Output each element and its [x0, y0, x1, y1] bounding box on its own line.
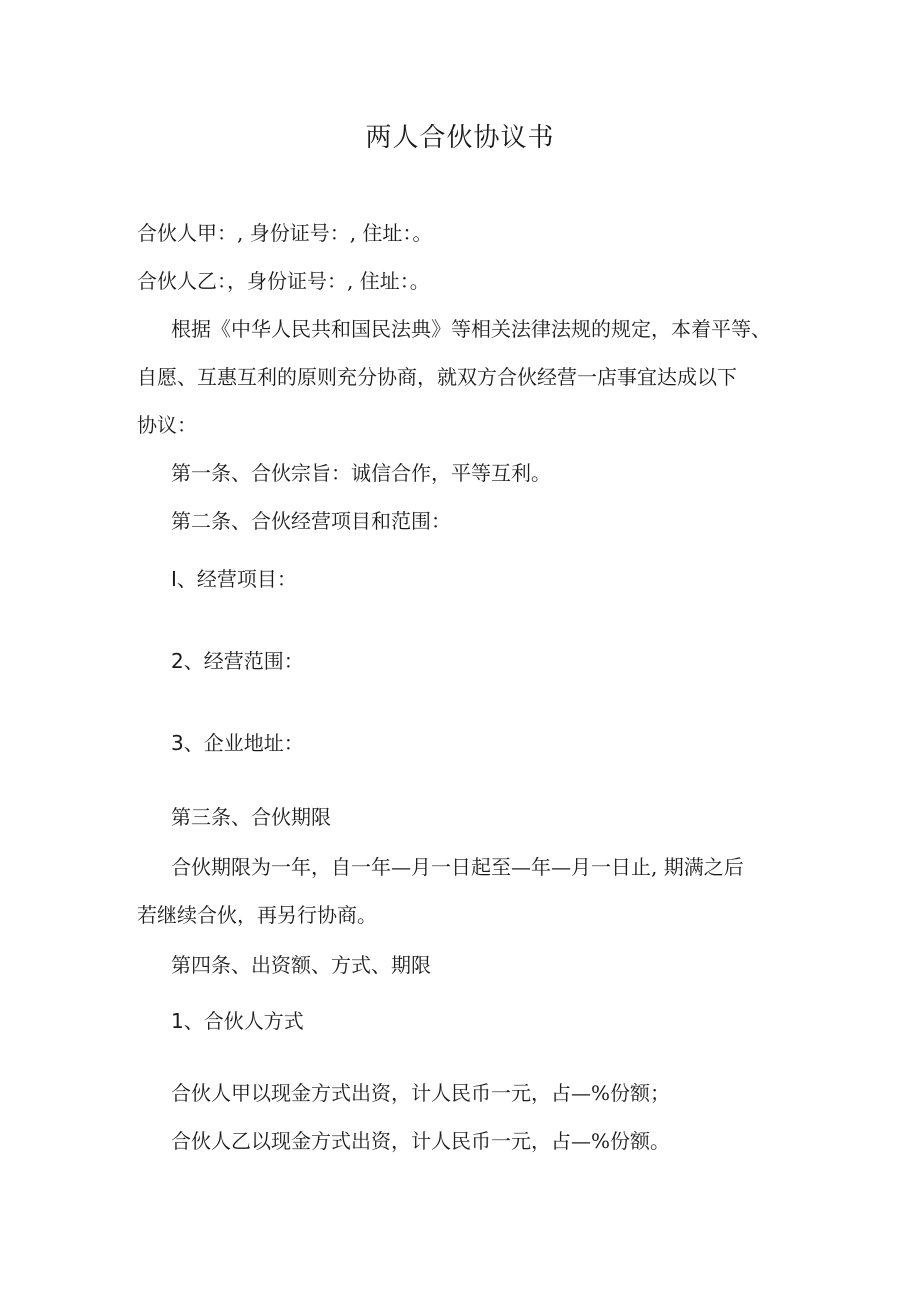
preamble-line-2: 自愿、互惠互利的原则充分协商，就双方合伙经营一店事宜达成以下	[137, 365, 737, 389]
contribution-b: 合伙人乙以现金方式出资，计人民币一元，占—%份额。	[171, 1129, 671, 1153]
document-title: 两人合伙协议书	[365, 123, 555, 153]
article-3: 第三条、合伙期限	[171, 805, 331, 829]
item-business-project: I、经营项目：	[171, 567, 297, 591]
item-company-address: 3、企业地址：	[171, 731, 304, 755]
partner-a-line: 合伙人甲：, 身份证号：, 住址：。	[137, 221, 433, 245]
contribution-a: 合伙人甲以现金方式出资，计人民币一元，占—%份额；	[171, 1081, 671, 1105]
partner-b-line: 合伙人乙：，身份证号：, 住址：。	[137, 269, 430, 293]
item-business-scope: 2、经营范围：	[171, 649, 304, 673]
article-4: 第四条、出资额、方式、期限	[171, 953, 431, 977]
article-2: 第二条、合伙经营项目和范围：	[171, 509, 451, 533]
article-1: 第一条、合伙宗旨：诚信合作，平等互利。	[171, 461, 551, 485]
preamble-line-1: 根据《中华人民共和国民法典》等相关法律法规的规定，本着平等、	[171, 317, 771, 341]
sub-partner-method: 1、合伙人方式	[171, 1009, 304, 1033]
preamble-line-3: 协议：	[137, 413, 197, 437]
term-line-2: 若继续合伙，再另行协商。	[137, 903, 377, 927]
term-line-1: 合伙期限为一年，自一年—月一日起至—年—月一日止, 期满之后	[171, 855, 744, 879]
